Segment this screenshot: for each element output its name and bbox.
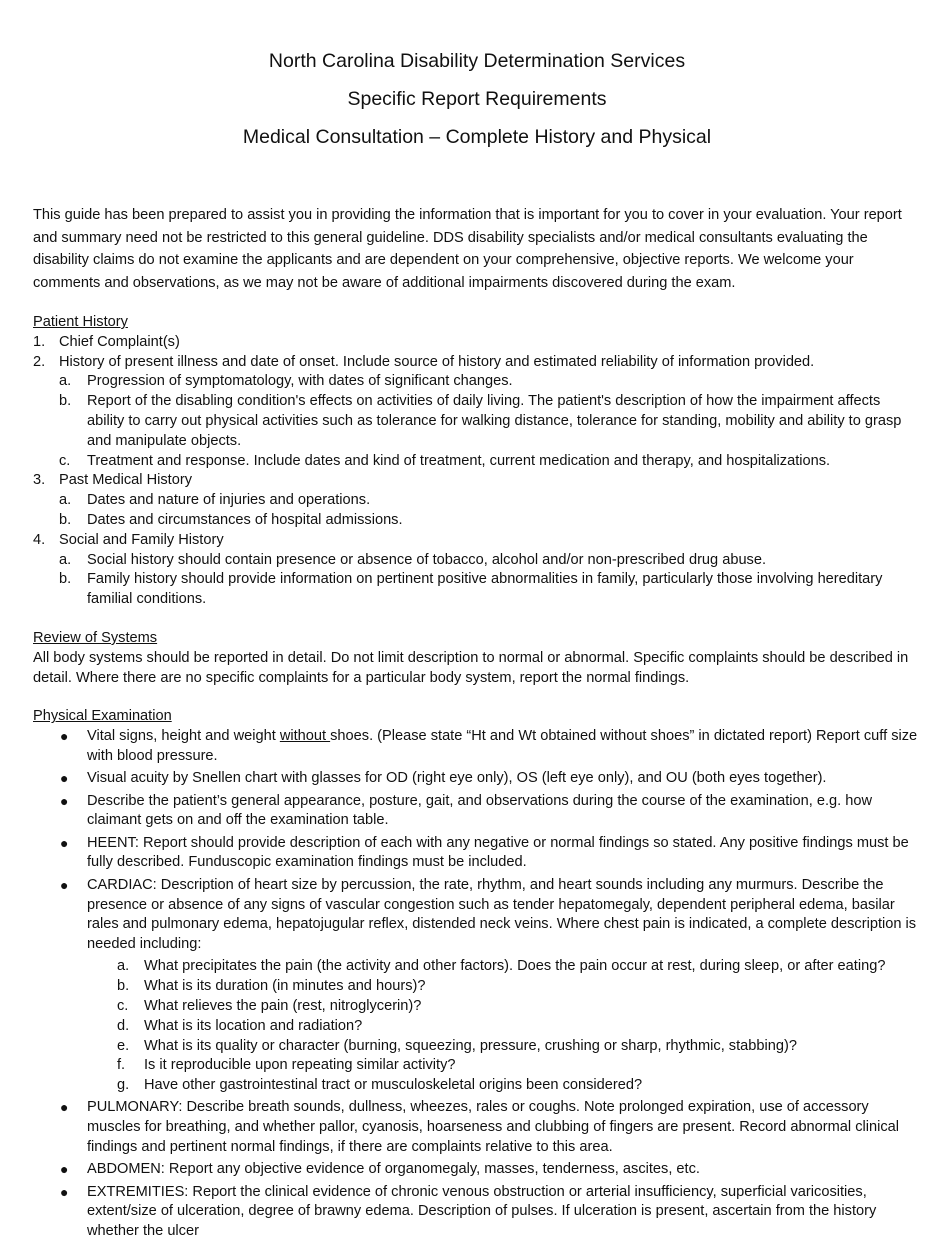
bullet-item-cardiac: ● CARDIAC: Description of heart size by percussion, the rate, rhythm, and heart sounds including any murmurs. Describe the presence or absence of any signs of vascular congestion such as tender hepatomegaly, dependent peripheral edema, basilar rales and pulmonary edema, hepatojugular reflex, distended neck veins. Where chest pain is indicated, a complete description is needed including:: [60, 876, 917, 953]
cardiac-sub-item: d. What is its location and radiation?: [117, 1017, 363, 1034]
intro-paragraph: This guide has been prepared to assist you in providing the information that is important for you to cover in your evaluation. Your report and summary need not be restricted to this general guideline. DDS disability specialists and/or medical consultants evaluating the disability claims do not examine the applicants and are dependent on your comprehensive, objective reports. We welcome your comments and observations, as we may not be aware of additional impairments discovered during the exam.: [33, 207, 902, 291]
physical-exam-section: [33, 707, 921, 1242]
bullet-icon: ●: [60, 876, 69, 893]
sub-list-item: b. Report of the disabling condition's effects on activities of daily living. The patient's description of how the impairment affects ability to carry out physical activities such as tolerance for walking distance, tolerance for standing, mobility and ability to grasp and manipulate objects.: [59, 393, 902, 449]
header-title: Medical Consultation – Complete History and Physical: [242, 126, 712, 148]
bullet-item-heent: ● HEENT: Report should provide description of each with any negative or normal findings so stated. Any positive findings must be fully described. Funduscopic examination findings must be included.: [60, 834, 909, 871]
bullet-icon: ●: [60, 1183, 69, 1200]
section-heading: Patient History: [33, 314, 128, 330]
list-item: 2. History of present illness and date of onset. Include source of history and estimated reliability of information provided.: [33, 353, 815, 370]
list-item: 3. Past Medical History: [33, 472, 193, 489]
sub-list-item: a. Progression of symptomatology, with dates of significant changes.: [59, 373, 513, 390]
bullet-item-pulmonary: ● PULMONARY: Describe breath sounds, dullness, wheezes, rales or coughs. Note prolonged expiration, use of accessory muscles for breathing, and whether pallor, cyanosis, hoarseness and clubbing of fingers are present. Record abnormal clinical findings and pertinent normal findings, if there are complaints relative to this area.: [60, 1099, 900, 1156]
sub-list-item: b. Family history should provide information on pertinent positive abnormalities in family, particularly those involving hereditary familial conditions.: [59, 571, 883, 608]
cardiac-sub-item: c. What relieves the pain (rest, nitroglycerin)?: [117, 998, 422, 1014]
sub-list-item: c. Treatment and response. Include dates and kind of treatment, current medication and therapy, and hospitalizations.: [59, 452, 831, 469]
bullet-item-abdomen: ● ABDOMEN: Report any objective evidence of organomegaly, masses, tenderness, ascites, etc.: [33, 1160, 921, 1180]
sub-list-item: a. Social history should contain presence or absence of tobacco, alcohol and/or non-prescribed drug abuse.: [59, 551, 767, 568]
cardiac-sub-item: a. What precipitates the pain (the activity and other factors). Does the pain occur at rest, during sleep, or after eating?: [117, 958, 886, 975]
bullet-item-extremities: ● EXTREMITIES: Report the clinical evidence of chronic venous obstruction or arterial insufficiency, superficial varicosities, extent/size of ulceration, degree of brawny edema. Description of pulses. If ulceration is present, ascertain from the history whether the ulcer: [60, 1183, 877, 1240]
list-item: 4. Social and Family History: [33, 531, 224, 548]
patient-history-section: [33, 313, 921, 610]
review-of-systems-section: [33, 629, 921, 688]
cardiac-sub-item: e. What is its quality or character (burning, squeezing, pressure, crushing or sharp, rhythmic, stabbing)?: [117, 1037, 797, 1054]
section-heading: Physical Examination: [33, 708, 172, 725]
bullet-icon: ●: [60, 728, 69, 745]
header-subtitle: Specific Report Requirements: [347, 88, 607, 110]
cardiac-sub-item: b. What is its duration (in minutes and hours)?: [117, 978, 426, 995]
sub-list-item: b. Dates and circumstances of hospital admissions.: [59, 511, 403, 528]
bullet-icon: ●: [60, 792, 69, 809]
header-agency: North Carolina Disability Determination Services: [268, 50, 686, 72]
cardiac-sub-item: f. Is it reproducible upon repeating similar activity?: [117, 1057, 456, 1074]
document-header: [33, 0, 921, 156]
section-heading: Review of Systems: [33, 629, 158, 646]
bullet-item-appearance: ● Describe the patient’s general appearance, posture, gait, and observations during the course of the examination, e.g. how claimant gets on and off the examination table.: [60, 792, 873, 829]
sub-list-item: a. Dates and nature of injuries and operations.: [59, 492, 371, 509]
bullet-icon: ●: [60, 1099, 69, 1116]
bullet-icon: ●: [60, 770, 69, 787]
cardiac-sub-item: g. Have other gastrointestinal tract or musculoskeletal origins been considered?: [117, 1077, 643, 1094]
bullet-icon: ●: [60, 834, 69, 851]
list-item: 1. Chief Complaint(s): [33, 333, 180, 350]
document-page: [33, 0, 921, 1245]
bullet-item-vitals: ● Vital signs, height and weight without shoes. (Please state “Ht and Wt obtained without shoes” in dictated report) Report cuff size with blood pressure.: [60, 728, 918, 764]
bullet-item-visual: ● Visual acuity by Snellen chart with glasses for OD (right eye only), OS (left eye only), and OU (both eyes together).: [33, 769, 921, 789]
review-of-systems-text: All body systems should be reported in detail. Do not limit description to normal or abnormal. Specific complaints should be described in detail. Where there are no specific complaints for a particular body system, report the normal findings.: [33, 649, 909, 686]
bullet-icon: ●: [60, 1161, 69, 1178]
